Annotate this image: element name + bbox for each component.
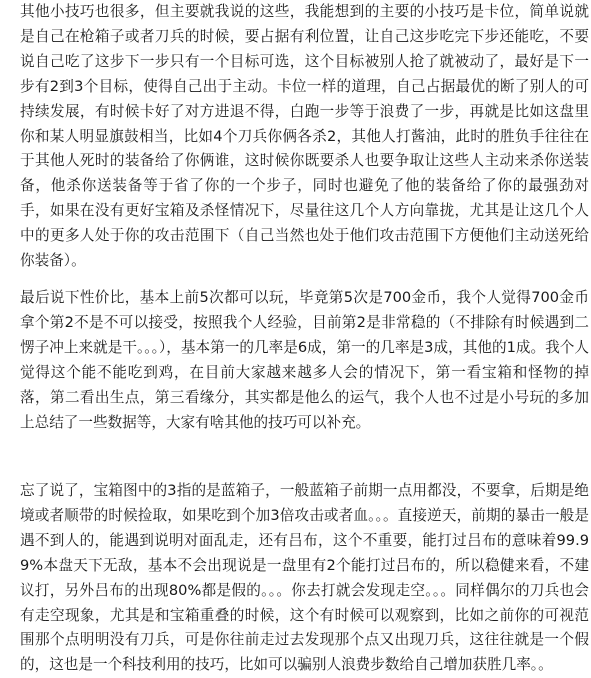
paragraph-tips-positioning: 其他小技巧也很多，但主要就我说的这些，我能想到的主要的小技巧是卡位，简单说就是自己在枪箱子或者刀兵的时候，要占据有利位置，让自己这步吃完下步还能吃，不要说自己吃了这步下一步只有一个目标可选，这个目标被别人抢了就被动了，最好是下一步有2到3个目标，使得自己出于主动。卡位一样的道理，自己占据最优的断了别人的可持续发展，有时候卡好了对方进退不得，白跑一步等于浪费了一步，再就是比如这盘里你和某人明显旗鼓相当，比如4个刀兵你俩各杀2，其他人打酱油，此时的胜负手往往在于其他人死时的装备给了你俩谁，这时候你既要杀人也要争取让这些人主动来杀你送装备，他杀你送装备等于省了你的一个步子，同时也避免了他的装备给了你的最强劲对手，如果在没有更好宝箱及杀怪情况下，尽量往这几个人方向靠拢，尤其是让这几个人中的更多人处于你的攻击范围下（自己当然也处于他们攻击范围下方便他们主动送死给你装备）。 <box>20 3 589 270</box>
paragraph-blue-chest-notes: 忘了说了，宝箱图中的3指的是蓝箱子，一般蓝箱子前期一点用都没，不要拿，后期是绝境或者顺带的时候捡取，如果吃到个加3倍攻击或者血。。。直接逆天，前期的暴击一般是遇不到人的，能遇到说明对面乱走，还有吕布，这个不重要，能打过吕布的意味着99.99%本盘天下无敌，基本不会出现说是一盘里有2个能打过吕布的，所以稳健来看，不建议打，另外吕布的出现80%都是假的。。。你去打就会发现走空。。。同样偶尔的刀兵也会有走空现象，尤其是和宝箱重叠的时候，这个有时候可以观察到，比如之前你的可视范围那个点明明没有刀兵，可是你往前走过去发现那个点又出现刀兵，这往往就是一个假的，这也是一个科技利用的技巧，比如可以骗别人浪费步数给自己增加获胜几率。。 <box>20 482 589 674</box>
paragraph-cost-value: 最后说下性价比，基本上前5次都可以玩，毕竟第5次是700金币，我个人觉得700金币拿个第2不是不可以接受，按照我个人经验，目前第2是非常稳的（不排除有时候遇到二愣子冲上来就是干。。。），基本第一的几率是6成，第一的几率是3成，其他的1成。我个人觉得这个能不能吃到鸡，在目前大家越来越多人会的情况下，第一看宝箱和怪物的掉落，第二看出生点，第三看缘分，其实都是他么的运气，我个人也不过是小号玩的多加上总结了一些数据等，大家有啥其他的技巧可以补充。 <box>20 289 589 431</box>
